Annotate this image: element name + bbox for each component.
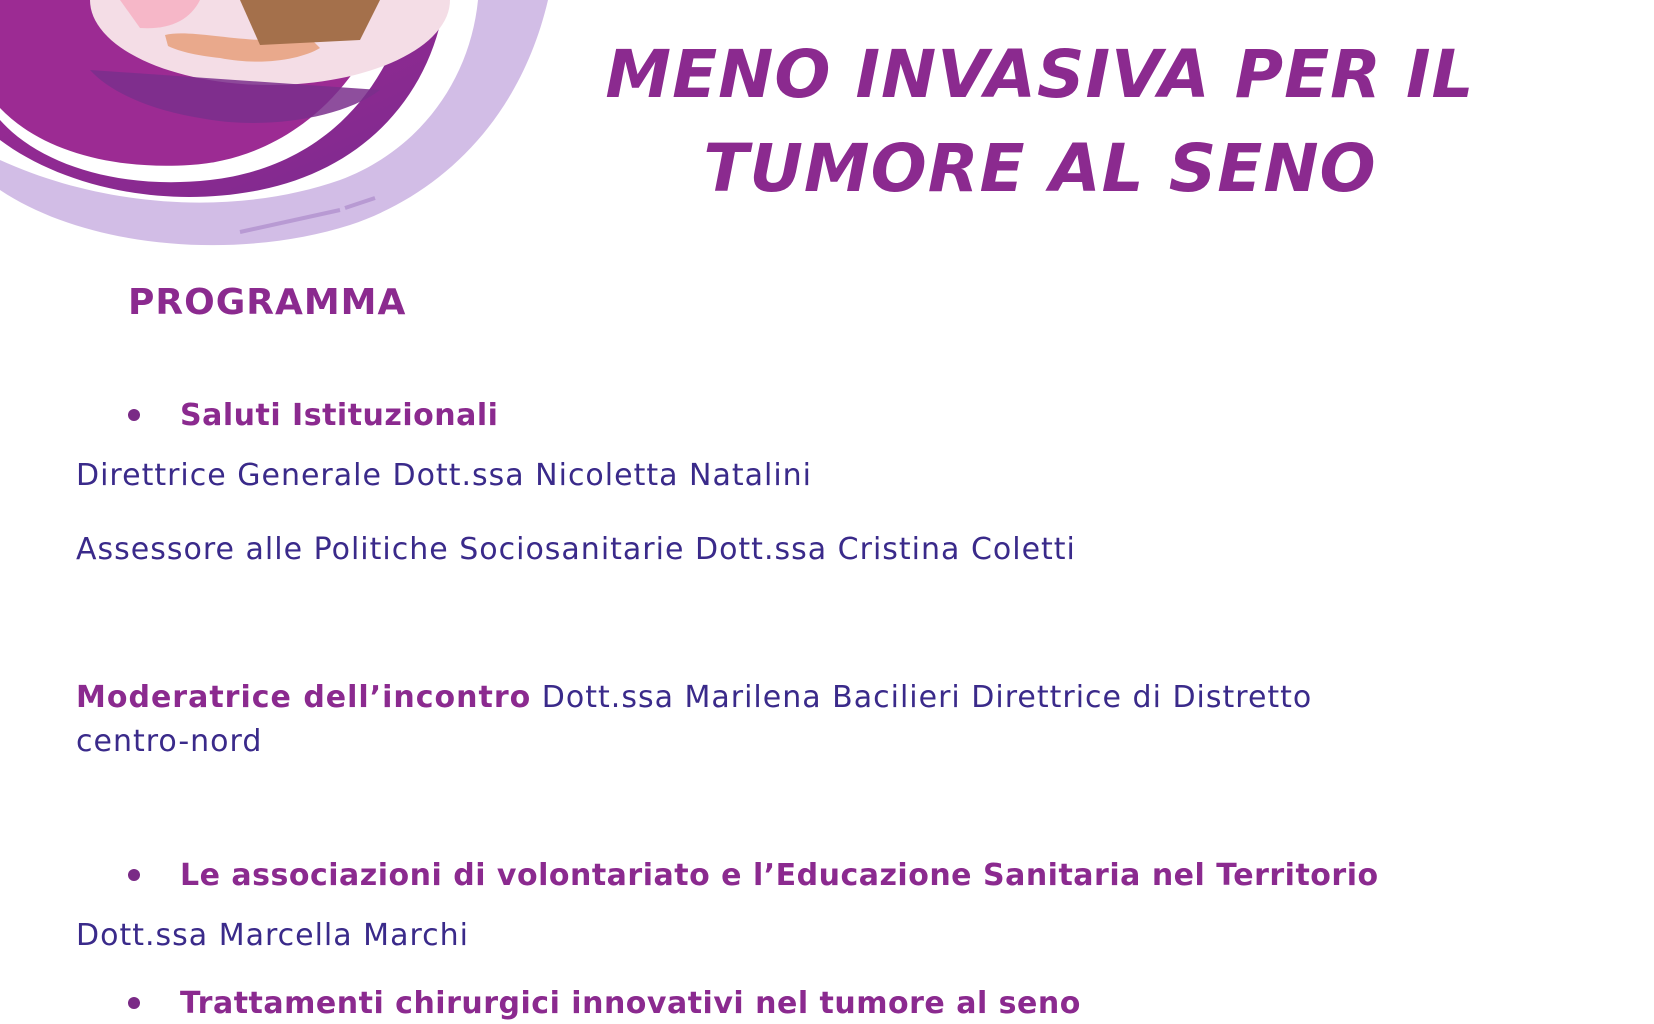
event-title	[560, 28, 1520, 216]
breast-cancer-logo-illustration	[0, 0, 600, 260]
moderatrice-label: Moderatrice dell’incontro	[76, 680, 532, 715]
associazioni-label: Le associazioni di volontariato e l’Educazione Sanitaria nel Territorio	[180, 858, 1379, 893]
saluti-line-2: Assessore alle Politiche Sociosanitarie Dott.ssa Cristina Coletti	[76, 532, 1076, 567]
moderatrice-line	[76, 680, 1312, 715]
saluti-line-1: Direttrice Generale Dott.ssa Nicoletta Natalini	[76, 458, 813, 493]
bullet-dot-icon	[128, 997, 140, 1009]
moderatrice-text-2: centro-nord	[76, 724, 263, 759]
title-line-2: TUMORE AL SENO	[703, 130, 1377, 207]
bullet-dot-icon	[128, 869, 140, 881]
program-heading: PROGRAMMA	[128, 282, 407, 323]
bullet-dot-icon	[128, 409, 140, 421]
bullet-associazioni	[128, 858, 1379, 893]
saluti-label: Saluti Istituzionali	[180, 398, 499, 433]
associazioni-speaker: Dott.ssa Marcella Marchi	[76, 918, 469, 953]
moderatrice-text-1: Dott.ssa Marilena Bacilieri Direttrice di Distretto	[541, 680, 1313, 715]
trattamenti-label: Trattamenti chirurgici innovativi nel tumore al seno	[180, 986, 1081, 1021]
title-line-1: MENO INVASIVA PER IL	[605, 36, 1475, 113]
bullet-trattamenti	[128, 986, 1081, 1021]
bullet-saluti	[128, 398, 498, 433]
